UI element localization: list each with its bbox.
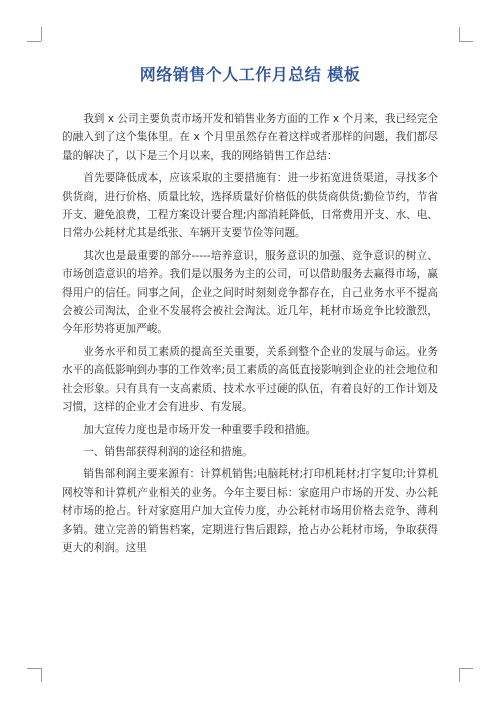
crop-mark-bottom-right [459, 668, 460, 682]
crop-mark-top-right [459, 41, 473, 42]
paragraph: 首先要降低成本，应该采取的主要措施有：进一步拓宽进货渠道，寻找多个供货商，进行价格、质量比较，选择质量好价格低的供货商供货;勤俭节约，节省开支、避免浪费，工程方案设计要合理;内部消耗降低，日常费用开支、水、电、日常办公耗材尤其是纸张、车辆开支要节俭等问题。 [62, 172, 438, 240]
paragraph: 其次也是最重要的部分-----培养意识，服务意识的加强、竞争意识的树立、市场创造意识的培养。我们是以服务为主的公司，可以借助服务去赢得市场，赢得用户的信任。同事之间，企业之间时时刻刻竞争都存在，自己业务水平不提高会被公司淘汰，企业不发展将会被社会淘汰。近几年，耗材市场竞争比较激烈，今年形势将更加严峻。 [62, 249, 438, 336]
paragraph: 销售部利润主要来源有：计算机销售;电脑耗材;打印机耗材;打字复印;计算机网校等和计算机产业相关的业务。今年主要目标：家庭用户市场的开发、办公耗材市场的抢占。针对家庭用户加大宣传力度，办公耗材市场用价格去竞争、薄利多销。建立完善的销售档案，定期进行售后跟踪，抢占办公耗材市场，争取获得更大的利润。这里 [62, 468, 438, 554]
crop-mark-top-left [27, 41, 41, 42]
crop-mark-bottom-left [41, 668, 42, 682]
crop-mark-bottom-right [459, 668, 473, 669]
document-body [62, 110, 438, 561]
paragraph: 我到 x 公司主要负责市场开发和销售业务方面的工作 x 个月来，我已经完全的融入到了这个集体里。在 x 个月里虽然存在着这样或者那样的问题，我们都尽量的解决了，以下是三个月以来，我的网络销售工作总结： [62, 113, 438, 162]
paragraph: 业务水平和员工素质的提高至关重要，关系到整个企业的发展与命运。业务水平的高低影响到办事的工作效率;员工素质的高低直接影响到企业的社会地位和社会形象。只有具有一支高素质、技术水平过硬的队伍，有着良好的工作计划及习惯，这样的企业才会有进步、有发展。 [62, 345, 438, 414]
crop-mark-top-left [41, 27, 42, 41]
crop-mark-bottom-left [27, 668, 41, 669]
section-heading: 一、销售部获得利润的途径和措施。 [83, 445, 253, 458]
crop-mark-top-right [459, 27, 460, 41]
paragraph: 加大宣传力度也是市场开发一种重要手段和措施。 [83, 423, 317, 436]
document-title: 网络销售个人工作月总结 模板 [139, 65, 361, 84]
